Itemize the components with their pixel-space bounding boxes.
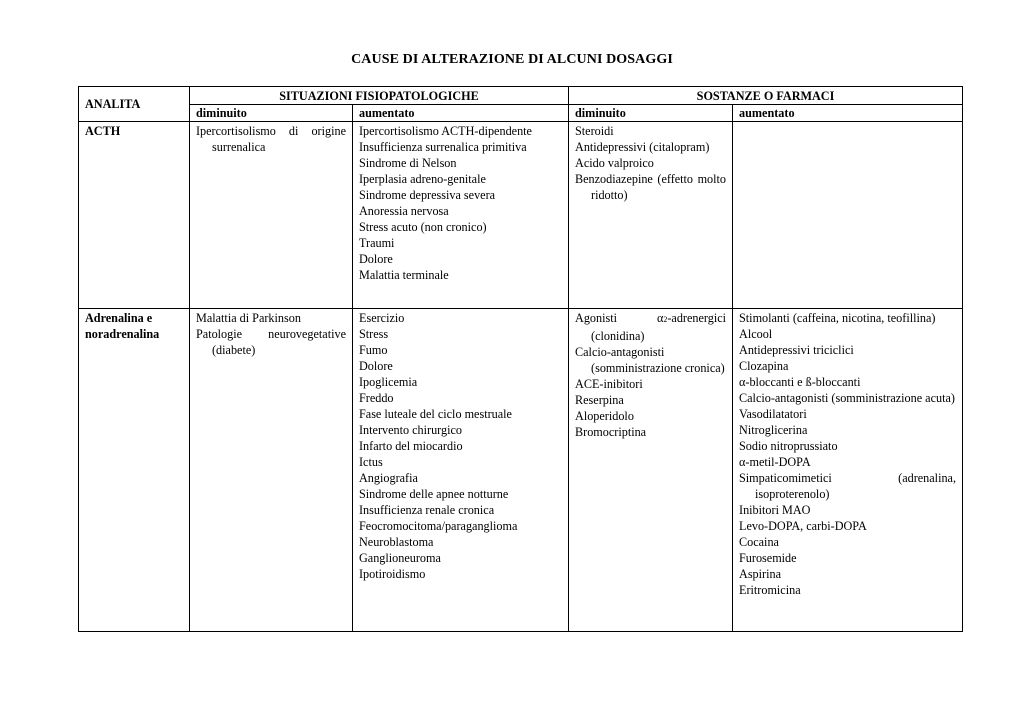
- list-item: Inibitori MAO: [739, 503, 811, 517]
- list-item: Bromocriptina: [575, 425, 647, 439]
- list-item: Insufficienza renale cronica: [359, 503, 495, 517]
- fisio-diminuito-cell: [190, 309, 353, 632]
- subscript: 2: [663, 315, 668, 324]
- list-item: Malattia terminale: [359, 268, 449, 282]
- list-item: Malattia di Parkinson: [196, 311, 301, 325]
- list-item: Ipotiroidismo: [359, 567, 426, 581]
- list-item: Freddo: [359, 391, 394, 405]
- list-item: α-metil-DOPA: [739, 455, 811, 469]
- list-item: Dolore: [359, 252, 393, 266]
- list-item: Calcio-antagonisti (somministrazione cronica): [575, 345, 725, 375]
- list-item: Calcio-antagonisti (somministrazione acuta): [739, 391, 955, 405]
- table-row-adrenalina: [79, 309, 963, 632]
- fisio-aumentato-cell: [353, 122, 569, 309]
- list-item: Patologie neurovegetative (diabete): [196, 327, 346, 357]
- list-item: Aloperidolo: [575, 409, 634, 423]
- list-item: Esercizio: [359, 311, 405, 325]
- farmaci-diminuito-cell: [569, 122, 733, 309]
- list-item: ACE-inibitori: [575, 377, 643, 391]
- header-farmaci-diminuito: diminuito: [569, 105, 733, 122]
- list-item: Stimolanti (caffeina, nicotina, teofillina): [739, 311, 936, 325]
- list-item: Furosemide: [739, 551, 797, 565]
- fisio-aumentato-cell: [353, 309, 569, 632]
- list-item: Ipercortisolismo di origine surrenalica: [196, 124, 346, 154]
- list-item: Nitroglicerina: [739, 423, 808, 437]
- list-item: Ipercortisolismo ACTH-dipendente: [359, 124, 532, 138]
- header-analita: ANALITA: [79, 87, 190, 122]
- list-item: α-bloccanti e ß-bloccanti: [739, 375, 861, 389]
- list-item: Insufficienza surrenalica primitiva: [359, 140, 527, 154]
- document-title: CAUSE DI ALTERAZIONE DI ALCUNI DOSAGGI: [351, 52, 673, 67]
- list-item: Ganglioneuroma: [359, 551, 441, 565]
- farmaci-aumentato-cell: [733, 309, 963, 632]
- list-item: Stress: [359, 327, 389, 341]
- fisio-diminuito-cell: [190, 122, 353, 309]
- list-item: Clozapina: [739, 359, 789, 373]
- list-item: Intervento chirurgico: [359, 423, 462, 437]
- list-item: Ipoglicemia: [359, 375, 418, 389]
- list-item: Infarto del miocardio: [359, 439, 463, 453]
- list-item: Antidepressivi (citalopram): [575, 140, 710, 154]
- list-item: Vasodilatatori: [739, 407, 807, 421]
- list-item: Iperplasia adreno-genitale: [359, 172, 486, 186]
- list-item: Stress acuto (non cronico): [359, 220, 487, 234]
- dosage-table: [78, 86, 963, 632]
- header-situazioni-fisiopatologiche: SITUAZIONI FISIOPATOLOGICHE: [190, 87, 569, 105]
- analita-cell: Adrenalina e noradrenalina: [79, 309, 190, 632]
- list-item: Neuroblastoma: [359, 535, 434, 549]
- list-item: Sindrome depressiva severa: [359, 188, 496, 202]
- list-item: Levo-DOPA, carbi-DOPA: [739, 519, 867, 533]
- list-item: Eritromicina: [739, 583, 801, 597]
- farmaci-aumentato-cell: [733, 122, 963, 309]
- list-item: Feocromocitoma/paraganglioma: [359, 519, 518, 533]
- list-item: Cocaina: [739, 535, 779, 549]
- list-item: Ictus: [359, 455, 383, 469]
- list-item: Angiografia: [359, 471, 418, 485]
- list-item: Acido valproico: [575, 156, 654, 170]
- item-text: Agonisti α: [575, 311, 664, 325]
- list-item: Fase luteale del ciclo mestruale: [359, 407, 512, 421]
- list-item: Anoressia nervosa: [359, 204, 449, 218]
- list-item: Simpaticomimetici (adrenalina, isoproterenolo): [739, 471, 957, 501]
- header-farmaci-aumentato: aumentato: [733, 105, 963, 122]
- header-sostanze-farmaci: SOSTANZE O FARMACI: [569, 87, 963, 105]
- list-item: Sodio nitroprussiato: [739, 439, 838, 453]
- list-item: Antidepressivi triciclici: [739, 343, 854, 357]
- farmaci-diminuito-cell: [569, 309, 733, 632]
- list-item: Sindrome delle apnee notturne: [359, 487, 509, 501]
- list-item: Sindrome di Nelson: [359, 156, 457, 170]
- list-item: Benzodiazepine (effetto molto ridotto): [575, 172, 727, 202]
- list-item: Fumo: [359, 343, 388, 357]
- list-item: Traumi: [359, 236, 395, 250]
- list-group: [575, 344, 726, 440]
- list-item: Dolore: [359, 359, 393, 373]
- table-row-acth: [79, 122, 963, 309]
- analita-cell: ACTH: [79, 122, 190, 309]
- list-item: Steroidi: [575, 124, 614, 138]
- list-item: Reserpina: [575, 393, 624, 407]
- item-text: -adrenergici (clonidina): [591, 311, 727, 343]
- list-item: [575, 310, 726, 344]
- header-fisio-diminuito: diminuito: [190, 105, 353, 122]
- list-item: Alcool: [739, 327, 773, 341]
- header-fisio-aumentato: aumentato: [353, 105, 569, 122]
- list-item: Aspirina: [739, 567, 781, 581]
